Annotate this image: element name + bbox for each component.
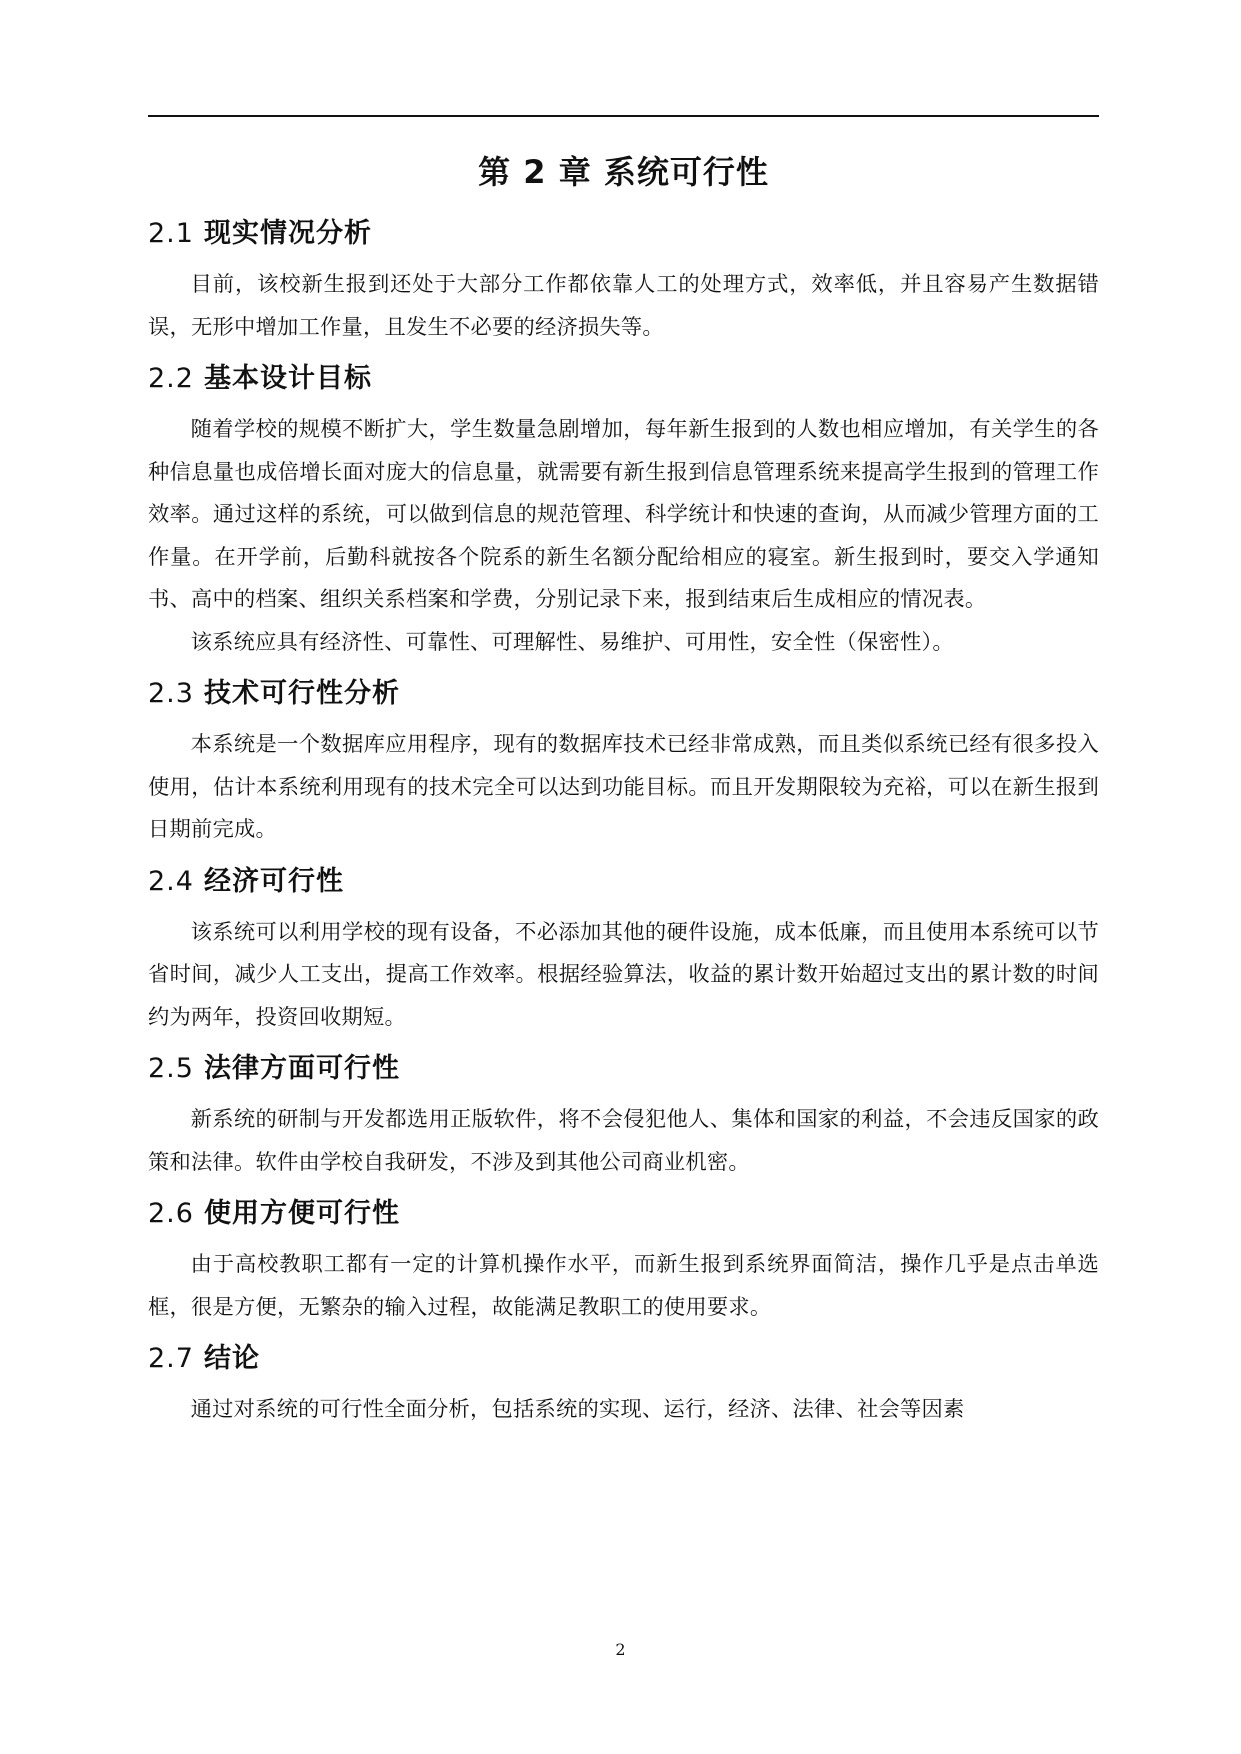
paragraph: 本系统是一个数据库应用程序，现有的数据库技术已经非常成熟，而且类似系统已经有很多投入使用，估计本系统利用现有的技术完全可以达到功能目标。而且开发期限较为充裕，可以在新生报到日期前完成。 <box>148 732 1099 842</box>
section-number: 2.2 <box>148 363 194 394</box>
section-number: 2.4 <box>148 865 194 897</box>
section-2-2 <box>148 357 1099 664</box>
header-rule <box>148 115 1099 117</box>
section-number: 2.1 <box>148 218 194 249</box>
section-2-1 <box>148 212 1099 349</box>
paragraph: 随着学校的规模不断扩大，学生数量急剧增加，每年新生报到的人数也相应增加，有关学生的各种信息量也成倍增长面对庞大的信息量，就需要有新生报到信息管理系统来提高学生报到的管理工作效率。通过这样的系统，可以做到信息的规范管理、科学统计和快速的查询，从而减少管理方面的工作量。在开学前，后勤科就按各个院系的新生名额分配给相应的寝室。新生报到时，要交入学通知书、高中的档案、组织关系档案和学费，分别记录下来，报到结束后生成相应的情况表。 <box>148 417 1099 612</box>
paragraph: 通过对系统的可行性全面分析，包括系统的实现、运行，经济、法律、社会等因素 <box>190 1397 965 1422</box>
section-title: 法律方面可行性 <box>203 1053 400 1084</box>
section-title: 技术可行性分析 <box>203 678 400 709</box>
section-title: 使用方便可行性 <box>203 1198 400 1229</box>
section-heading <box>148 1047 1099 1091</box>
paragraph: 该系统应具有经济性、可靠性、可理解性、易维护、可用性，安全性（保密性）。 <box>190 629 954 655</box>
section-2-3 <box>148 672 1099 852</box>
chapter-title: 第 2 章 系统可行性 <box>478 153 769 191</box>
section-heading <box>148 212 1099 256</box>
section-heading <box>148 1337 1099 1381</box>
paragraph: 该系统可以利用学校的现有设备，不必添加其他的硬件设施，成本低廉，而且使用本系统可以节省时间，减少人工支出，提高工作效率。根据经验算法，收益的累计数开始超过支出的累计数的时间约为两年，投资回收期短。 <box>148 919 1099 1030</box>
page-number: 2 <box>615 1640 626 1659</box>
paragraph: 新系统的研制与开发都选用正版软件，将不会侵犯他人、集体和国家的利益，不会违反国家的政策和法律。软件由学校自我研发，不涉及到其他公司商业机密。 <box>148 1107 1099 1175</box>
section-title: 现实情况分析 <box>203 218 372 249</box>
section-title: 经济可行性 <box>203 865 344 897</box>
section-number: 2.5 <box>148 1053 194 1084</box>
section-2-6 <box>148 1192 1099 1329</box>
section-number: 2.6 <box>148 1198 194 1229</box>
section-title: 结论 <box>203 1343 260 1374</box>
section-title: 基本设计目标 <box>203 363 372 394</box>
section-2-7 <box>148 1337 1099 1432</box>
section-2-4 <box>148 860 1099 1040</box>
section-heading <box>148 357 1099 401</box>
section-heading <box>148 1192 1099 1236</box>
paragraph: 由于高校教职工都有一定的计算机操作水平，而新生报到系统界面简洁，操作几乎是点击单选框，很是方便，无繁杂的输入过程，故能满足教职工的使用要求。 <box>148 1252 1099 1320</box>
section-number: 2.3 <box>148 678 194 709</box>
section-heading <box>148 672 1099 716</box>
section-heading <box>148 860 1099 904</box>
section-number: 2.7 <box>148 1343 194 1374</box>
page-content <box>148 146 1099 1440</box>
paragraph: 目前，该校新生报到还处于大部分工作都依靠人工的处理方式，效率低，并且容易产生数据错误，无形中增加工作量，且发生不必要的经济损失等。 <box>148 272 1099 340</box>
section-2-5 <box>148 1047 1099 1184</box>
